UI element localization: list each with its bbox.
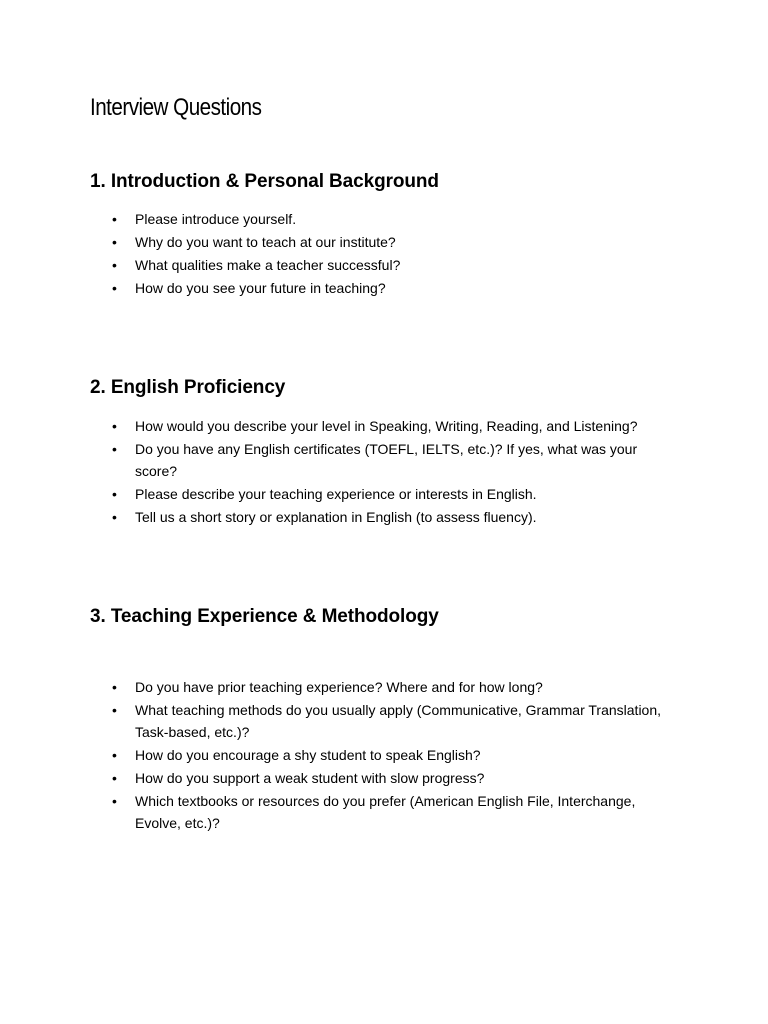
question-list-teaching-experience xyxy=(112,676,664,835)
question-text: What teaching methods do you usually apply (Communicative, Grammar Translation, Task-based, etc.)? xyxy=(135,702,662,740)
bullet-icon: • xyxy=(112,509,117,525)
question-list-introduction xyxy=(112,208,664,300)
bullet-icon: • xyxy=(112,211,117,227)
bullet-icon: • xyxy=(112,280,117,296)
question-text: How do you support a weak student with slow progress? xyxy=(135,770,485,786)
list-item xyxy=(112,744,664,766)
bullet-icon: • xyxy=(112,257,117,273)
question-text: How do you encourage a shy student to speak English? xyxy=(135,747,481,763)
bullet-icon: • xyxy=(112,486,117,502)
question-text: Please describe your teaching experience or interests in English. xyxy=(135,486,537,502)
question-text: Please introduce yourself. xyxy=(135,211,297,227)
list-item xyxy=(112,438,664,482)
bullet-icon: • xyxy=(112,418,117,434)
list-item xyxy=(112,483,664,505)
question-text: Why do you want to teach at our institute? xyxy=(135,234,396,250)
bullet-icon: • xyxy=(112,441,117,457)
question-text: Do you have any English certificates (TOEFL, IELTS, etc.)? If yes, what was your score? xyxy=(135,441,638,479)
question-text: How would you describe your level in Speaking, Writing, Reading, and Listening? xyxy=(135,418,638,434)
question-list-english-proficiency xyxy=(112,415,664,529)
page-title: Interview Questions xyxy=(90,94,262,121)
question-text: Which textbooks or resources do you prefer (American English File, Interchange, Evolve, etc.)? xyxy=(135,793,636,831)
bullet-icon: • xyxy=(112,770,117,786)
list-item xyxy=(112,208,664,230)
section-heading-introduction: 1. Introduction & Personal Background xyxy=(90,171,439,192)
section-heading-english-proficiency: 2. English Proficiency xyxy=(90,377,286,398)
question-text: How do you see your future in teaching? xyxy=(135,280,386,296)
list-item xyxy=(112,767,664,789)
list-item xyxy=(112,790,664,834)
list-item xyxy=(112,231,664,253)
bullet-icon: • xyxy=(112,747,117,763)
list-item xyxy=(112,277,664,299)
question-text: Do you have prior teaching experience? Where and for how long? xyxy=(135,679,543,695)
list-item xyxy=(112,415,664,437)
question-text: Tell us a short story or explanation in English (to assess fluency). xyxy=(135,509,537,525)
list-item xyxy=(112,254,664,276)
bullet-icon: • xyxy=(112,234,117,250)
question-text: What qualities make a teacher successful? xyxy=(135,257,401,273)
bullet-icon: • xyxy=(112,702,117,718)
bullet-icon: • xyxy=(112,679,117,695)
list-item xyxy=(112,699,664,743)
list-item xyxy=(112,676,664,698)
section-heading-teaching-experience: 3. Teaching Experience & Methodology xyxy=(90,606,439,627)
bullet-icon: • xyxy=(112,793,117,809)
list-item xyxy=(112,506,664,528)
